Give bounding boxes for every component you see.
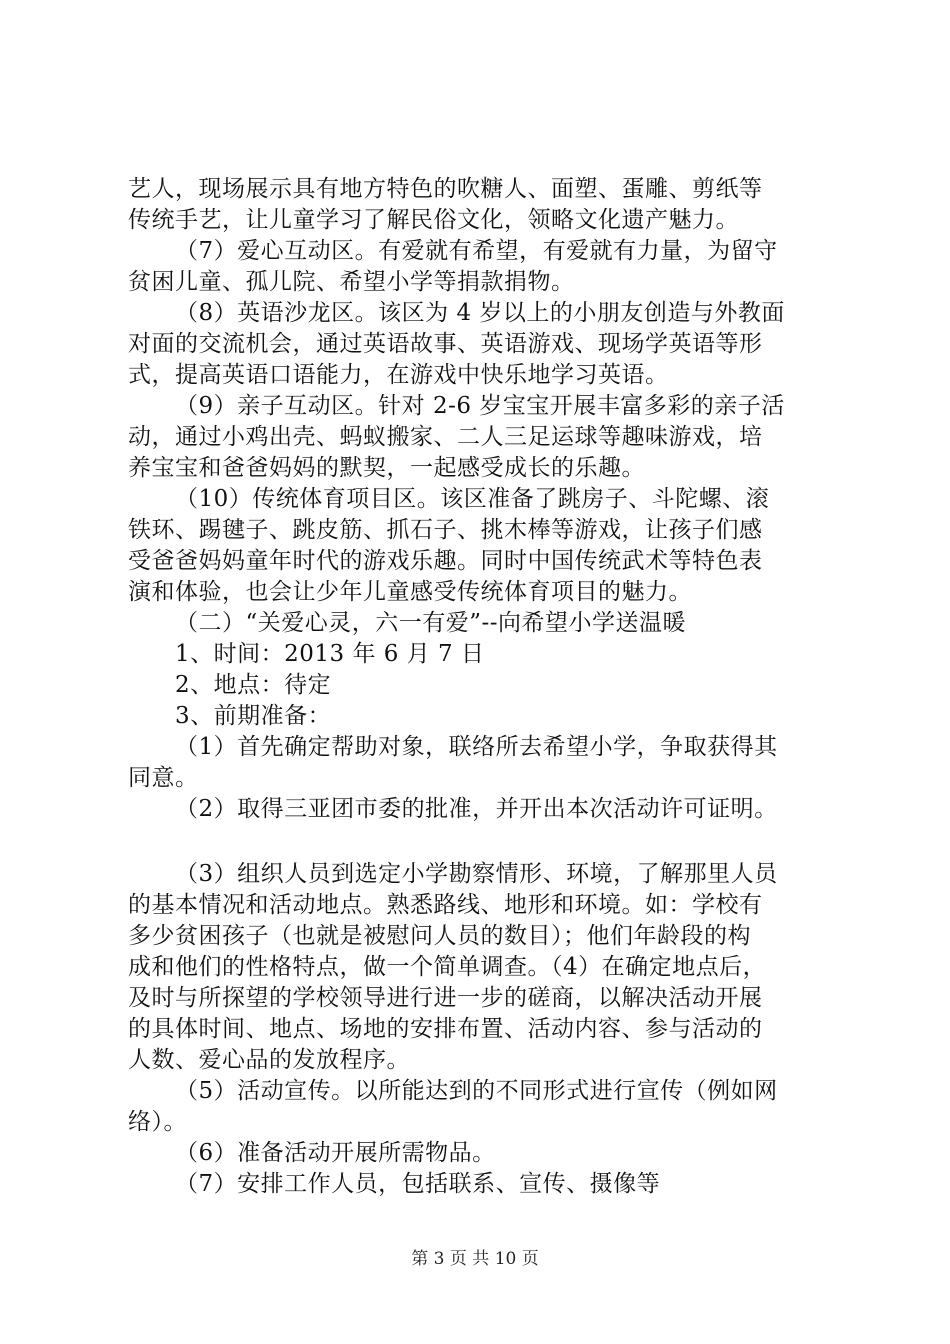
time-item: 1、时间：2013 年 6 月 7 日: [175, 641, 485, 667]
text-line: 成和他们的性格特点，做一个简单调查。（4）在确定地点后，: [128, 954, 767, 980]
text-line: 演和体验，也会让少年儿童感受传统体育项目的魅力。: [128, 579, 692, 605]
prep-item-3-start: （3）组织人员到选定小学勘察情形、环境，了解那里人员: [175, 861, 778, 887]
text-line: 贫困儿童、孤儿院、希望小学等捐款捐物。: [128, 269, 575, 295]
text-line: 的基本情况和活动地点。熟悉路线、地形和环境。如：学校有: [128, 892, 763, 918]
text-line: 对面的交流机会，通过英语故事、英语游戏、现场学英语等形: [128, 331, 763, 357]
text-line: 及时与所探望的学校领导进行进一步的磋商，以解决活动开展: [128, 985, 763, 1011]
paragraph-9-start: （9）亲子互动区。针对 2-6 岁宝宝开展丰富多彩的亲子活: [175, 393, 785, 419]
text-line: 养宝宝和爸爸妈妈的默契，一起感受成长的乐趣。: [128, 455, 645, 481]
text-line: 同意。: [128, 765, 199, 791]
section-heading: （二）“关爱心灵，六一有爱”--向希望小学送温暖: [175, 610, 687, 636]
text-line: 传统手艺，让儿童学习了解民俗文化，领略文化遗产魅力。: [128, 207, 739, 233]
preparation-heading: 3、前期准备：: [175, 703, 332, 729]
paragraph-8-start: （8）英语沙龙区。该区为 4 岁以上的小朋友创造与外教面: [175, 300, 785, 326]
text-line: 动，通过小鸡出壳、蚂蚁搬家、二人三足运球等趣味游戏，培: [128, 424, 763, 450]
text-line: 络）。: [128, 1109, 187, 1135]
prep-item-6: （6）准备活动开展所需物品。: [175, 1140, 496, 1166]
blank-gap: [128, 825, 830, 859]
prep-item-7: （7）安排工作人员，包括联系、宣传、摄像等: [175, 1171, 661, 1197]
prep-item-2: （2）取得三亚团市委的批准，并开出本次活动许可证明。: [175, 796, 778, 822]
text-line: 的具体时间、地点、场地的安排布置、活动内容、参与活动的: [128, 1016, 763, 1042]
text-line: 铁环、踢毽子、跳皮筋、抓石子、挑木棒等游戏，让孩子们感: [128, 517, 763, 543]
location-item: 2、地点：待定: [175, 672, 332, 698]
prep-item-1-start: （1）首先确定帮助对象，联络所去希望小学，争取获得其: [175, 734, 778, 760]
text-line: 艺人，现场展示具有地方特色的吹糖人、面塑、蛋雕、剪纸等: [128, 176, 763, 202]
document-body: [128, 174, 830, 1200]
prep-item-5-start: （5）活动宣传。以所能达到的不同形式进行宣传（例如网: [175, 1078, 778, 1104]
page-number-footer: 第 3 页 共 10 页: [411, 1249, 539, 1269]
text-line: 人数、爱心品的发放程序。: [128, 1047, 410, 1073]
text-line: 多少贫困孩子（也就是被慰问人员的数目）；他们年龄段的构: [128, 923, 751, 949]
text-line: 式，提高英语口语能力，在游戏中快乐地学习英语。: [128, 362, 669, 388]
text-line: 受爸爸妈妈童年时代的游戏乐趣。同时中国传统武术等特色表: [128, 548, 763, 574]
paragraph-7-start: （7）爱心互动区。有爱就有希望，有爱就有力量，为留守: [175, 238, 778, 264]
paragraph-10-start: （10）传统体育项目区。该区准备了跳房子、斗陀螺、滚: [175, 486, 770, 512]
